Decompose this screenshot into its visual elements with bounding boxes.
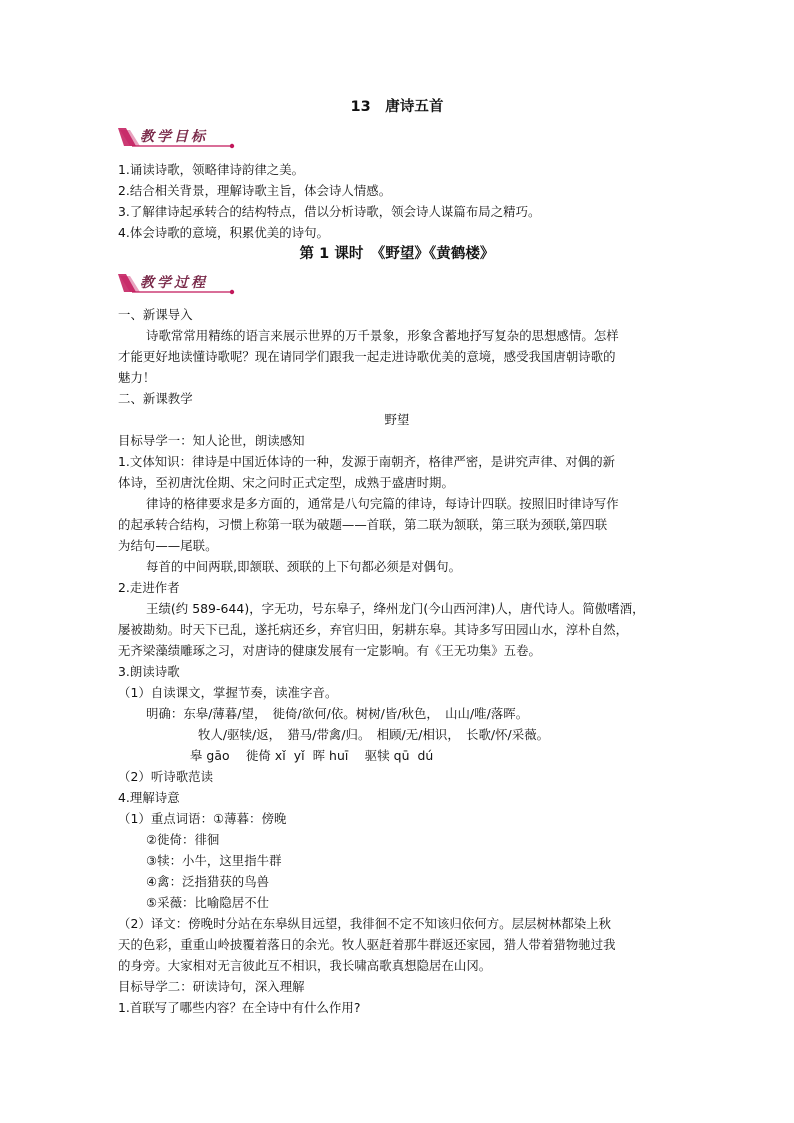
paragraph-line: 天的色彩，重重山岭披覆着落日的余光。牧人驱赶着那牛群返还家园，猎人带着猎物驰过我 [118, 937, 616, 952]
goals-banner [118, 124, 238, 150]
vocab-item: ④禽：泛指猎获的鸟兽 [146, 874, 270, 889]
section-heading: 二、新课教学 [118, 391, 193, 406]
paragraph-line: 体诗，至初唐沈佺期、宋之问时正式定型，成熟于盛唐时期。 [118, 475, 454, 490]
paragraph-line: 的起承转合结构，习惯上称第一联为破题——首联，第二联为颔联，第三联为颈联,第四联 [118, 517, 608, 532]
paragraph-line: 魅力！ [118, 370, 156, 385]
paragraph-line: 无齐梁藻绩雕琢之习，对唐诗的健康发展有一定影响。有《王无功集》五卷。 [118, 643, 541, 658]
paragraph-line: 王绩(约 589-644)，字无功，号东皋子，绛州龙门(今山西河津)人，唐代诗人。简傲嗜酒， [146, 601, 645, 616]
process-banner-label: 教学过程 [140, 275, 208, 291]
vocab-item: ⑤采薇：比喻隐居不仕 [146, 895, 270, 910]
paragraph-line: 才能更好地读懂诗歌呢？现在请同学们跟我一起走进诗歌优美的意境，感受我国唐朝诗歌的 [118, 349, 616, 364]
question-line: 1.首联写了哪些内容？在全诗中有什么作用? [118, 1000, 361, 1015]
rhythm-line: 牧人/驱犊/返， 猎马/带禽/归。 相顾/无/相识， 长歌/怀/采薇。 [198, 727, 550, 742]
pronunciation-line: 皋 gāo 徙倚 xǐ yǐ 晖 huī 驱犊 qū dú [190, 748, 434, 763]
paragraph-line: 律诗的格律要求是多方面的，通常是八句完篇的律诗，每诗计四联。按照旧时律诗写作 [146, 496, 619, 511]
goal-item: 4.体会诗歌的意境，积累优美的诗句。 [118, 225, 329, 240]
paragraph-line: 为结句——尾联。 [118, 538, 218, 553]
guide-heading: 目标导学二：研读诗句，深入理解 [118, 979, 305, 994]
paragraph-line: 诗歌常常用精练的语言来展示世界的万千景象，形象含蓄地抒写复杂的思想感情。怎样 [146, 328, 619, 343]
paragraph-line: 的身旁。大家相对无言彼此互不相识，我长啸高歌真想隐居在山冈。 [118, 958, 492, 973]
page-title: 13 唐诗五首 [350, 99, 444, 115]
paragraph-line: 1.文体知识：律诗是中国近体诗的一种，发源于南朝齐，格律严密，是讲究声律、对偶的新 [118, 454, 616, 469]
paragraph-line: （2）听诗歌范读 [118, 769, 214, 784]
paragraph-line: 每首的中间两联,即颔联、颈联的上下句都必须是对偶句。 [146, 559, 462, 574]
guide-heading: 目标导学一：知人论世，朗读感知 [118, 433, 305, 448]
subsection-heading: 4.理解诗意 [118, 790, 180, 805]
goal-item: 3.了解律诗起承转合的结构特点，借以分析诗歌，领会诗人谋篇布局之精巧。 [118, 204, 541, 219]
goal-item: 2.结合相关背景，理解诗歌主旨，体会诗人情感。 [118, 183, 392, 198]
subsection-heading: 2.走进作者 [118, 580, 180, 595]
rhythm-line: 明确：东皋/薄暮/望， 徙倚/欲何/依。树树/皆/秋色， 山山/唯/落晖。 [146, 706, 529, 721]
paragraph-line: 屡被勘劾。时天下已乱，遂托病还乡，弃官归田，躬耕东皋。其诗多写田园山水，淳朴自然， [118, 622, 629, 637]
poem-title: 野望 [384, 412, 410, 427]
subsection-heading: 3.朗读诗歌 [118, 664, 180, 679]
vocab-item: ③犊：小牛，这里指牛群 [146, 853, 282, 868]
goal-item: 1.诵读诗歌，领略律诗韵律之美。 [118, 162, 305, 177]
paragraph-line: （2）译文：傍晚时分站在东皋纵目远望，我徘徊不定不知该归依何方。层层树林都染上秋 [118, 916, 612, 931]
vocab-item: ②徙倚：徘徊 [146, 832, 220, 847]
lesson-title: 第 1 课时 《野望》《黄鹤楼》 [299, 246, 495, 262]
vocab-item: （1）重点词语：①薄暮：傍晚 [118, 811, 287, 826]
goals-banner-label: 教学目标 [140, 129, 208, 145]
process-banner [118, 270, 238, 296]
section-heading: 一、新课导入 [118, 307, 193, 322]
paragraph-line: （1）自读课文，掌握节奏，读准字音。 [118, 685, 338, 700]
